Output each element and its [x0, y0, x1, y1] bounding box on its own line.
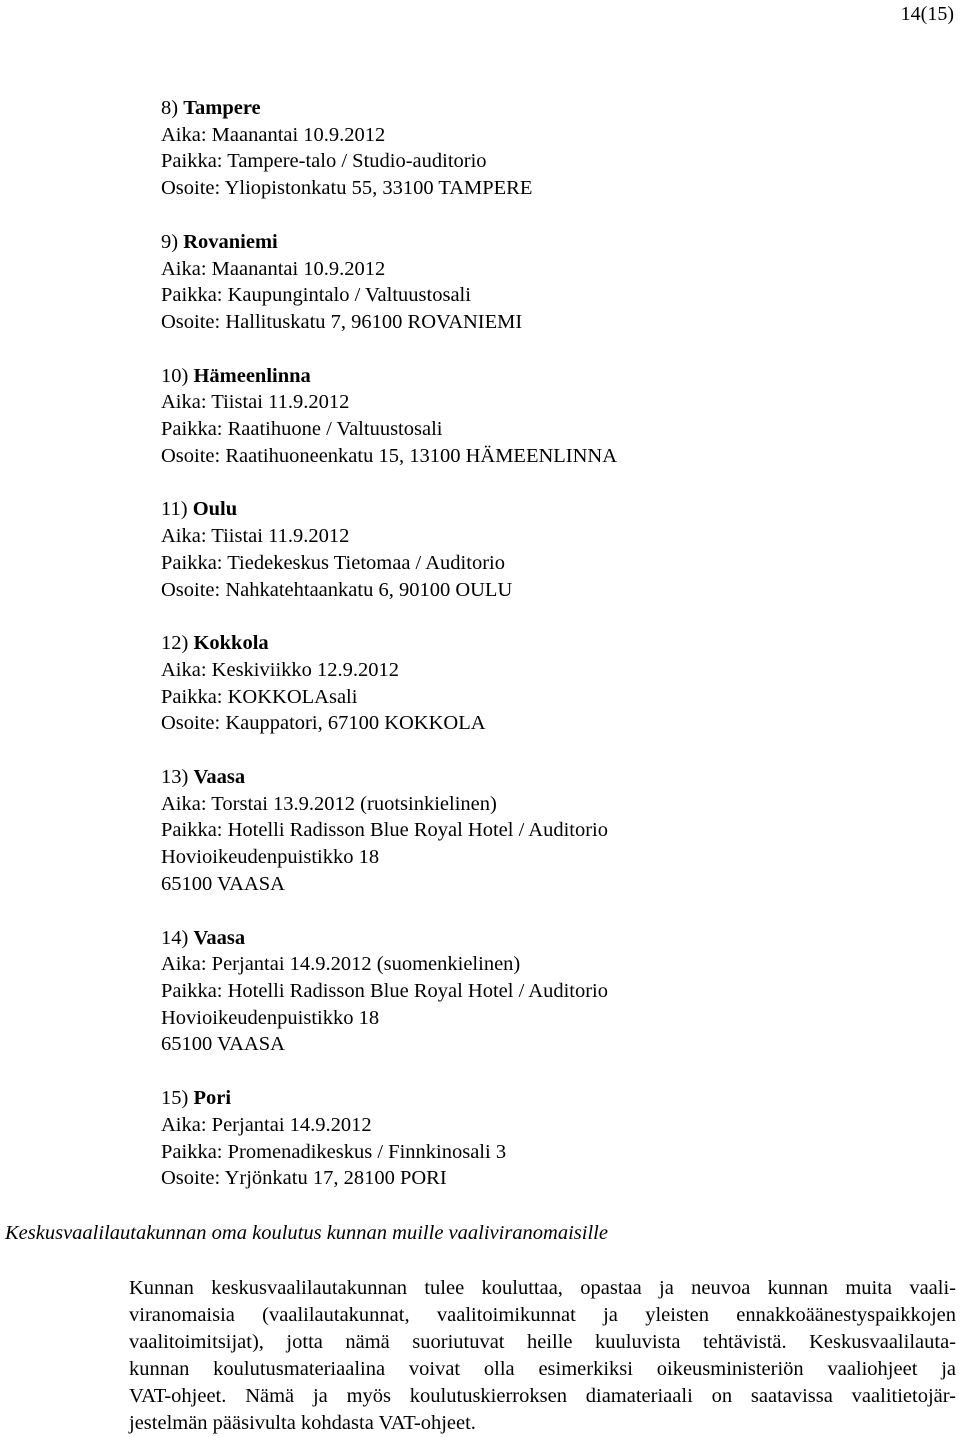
- paragraph-line: viranomaisia (vaalilautakunnat, vaalitoimikunnat ja yleisten ennakkoäänestyspaikkojen: [129, 1304, 956, 1326]
- event-time: Aika: Tiistai 11.9.2012: [161, 525, 350, 548]
- event-city: Tampere: [183, 97, 261, 119]
- section-heading: Keskusvaalilautakunnan oma koulutus kunnan muille vaaliviranomaisille: [5, 1222, 608, 1244]
- event-number: 8): [161, 97, 179, 119]
- event-place: Paikka: Tiedekeskus Tietomaa / Auditorio: [161, 551, 505, 574]
- event-title: [161, 1085, 921, 1112]
- event-entry: [161, 1085, 921, 1192]
- event-title: [161, 764, 921, 791]
- event-address: Osoite: Raatihuoneenkatu 15, 13100 HÄMEENLINNA: [161, 444, 618, 467]
- event-city: Kokkola: [193, 632, 269, 655]
- paragraph-line: jestelmän pääsivulta kohdasta VAT-ohjeet.: [129, 1412, 476, 1434]
- event-address: Osoite: Yrjönkatu 17, 28100 PORI: [161, 1167, 447, 1190]
- event-time: Aika: Perjantai 14.9.2012 (suomenkielinen): [161, 953, 521, 976]
- event-address: Osoite: Hallituskatu 7, 96100 ROVANIEMI: [161, 310, 523, 333]
- paragraph-line: VAT-ohjeet. Nämä ja myös koulutuskierroksen diamateriaali on saatavissa vaalitietojär-: [129, 1385, 956, 1407]
- event-entry: [161, 925, 921, 1059]
- event-time: Aika: Tiistai 11.9.2012: [161, 391, 350, 414]
- event-address: Osoite: Kauppatori, 67100 KOKKOLA: [161, 712, 486, 735]
- event-entry: [161, 764, 921, 898]
- event-entry: [161, 95, 921, 202]
- event-title: [161, 630, 921, 657]
- paragraph-line: kunnan koulutusmateriaalina voivat olla esimerkiksi oikeusministeriön vaaliohjeet ja: [129, 1358, 956, 1380]
- body-paragraph: [129, 1275, 956, 1437]
- event-place: Paikka: Promenadikeskus / Finnkinosali 3: [161, 1140, 507, 1163]
- event-number: 12): [161, 632, 189, 655]
- event-city: Oulu: [192, 498, 238, 521]
- event-title: [161, 925, 921, 952]
- event-place: Paikka: Hotelli Radisson Blue Royal Hotel / Auditorio: [161, 979, 608, 1002]
- event-time: Aika: Perjantai 14.9.2012: [161, 1113, 372, 1136]
- event-address: Osoite: Yliopistonkatu 55, 33100 TAMPERE: [161, 177, 533, 200]
- event-place: Paikka: Hotelli Radisson Blue Royal Hotel / Auditorio: [161, 819, 608, 842]
- event-city: Pori: [193, 1087, 232, 1110]
- event-city: Vaasa: [193, 766, 246, 789]
- page-number: 14(15): [900, 3, 954, 25]
- event-number: 11): [161, 498, 188, 521]
- event-title: [161, 95, 921, 122]
- event-number: 10): [161, 364, 189, 387]
- event-place: Paikka: Kaupungintalo / Valtuustosali: [161, 284, 471, 307]
- event-number: 15): [161, 1087, 189, 1110]
- event-place: Paikka: Raatihuone / Valtuustosali: [161, 418, 443, 441]
- event-time: Aika: Keskiviikko 12.9.2012: [161, 658, 400, 681]
- event-title: [161, 496, 921, 523]
- event-time: Aika: Maanantai 10.9.2012: [161, 257, 386, 280]
- event-number: 9): [161, 230, 179, 253]
- event-address: Hovioikeudenpuistikko 18: [161, 1006, 380, 1029]
- event-city: Hämeenlinna: [193, 364, 311, 387]
- event-place: Paikka: Tampere-talo / Studio-auditorio: [161, 150, 487, 173]
- event-time: Aika: Torstai 13.9.2012 (ruotsinkielinen): [161, 792, 497, 815]
- event-list: [161, 95, 921, 1219]
- event-address: Osoite: Nahkatehtaankatu 6, 90100 OULU: [161, 578, 513, 601]
- event-entry: [161, 496, 921, 603]
- event-city: Vaasa: [193, 926, 246, 949]
- event-number: 14): [161, 926, 189, 949]
- event-number: 13): [161, 766, 189, 789]
- event-city: Rovaniemi: [183, 230, 278, 253]
- event-entry: [161, 630, 921, 737]
- event-title: [161, 229, 921, 256]
- event-entry: [161, 229, 921, 336]
- paragraph-line: Kunnan keskusvaalilautakunnan tulee kouluttaa, opastaa ja neuvoa kunnan muita vaali-: [129, 1277, 956, 1299]
- event-time: Aika: Maanantai 10.9.2012: [161, 123, 386, 146]
- event-title: [161, 363, 921, 390]
- event-entry: [161, 363, 921, 470]
- paragraph-line: vaalitoimitsijat), jotta nämä suoriutuvat heille kuuluvista tehtävistä. Keskusvaalilauta-: [129, 1331, 956, 1353]
- event-address: Hovioikeudenpuistikko 18: [161, 846, 380, 869]
- event-place: Paikka: KOKKOLAsali: [161, 685, 358, 708]
- event-postal-code: 65100 VAASA: [161, 872, 285, 895]
- event-postal-code: 65100 VAASA: [161, 1033, 285, 1056]
